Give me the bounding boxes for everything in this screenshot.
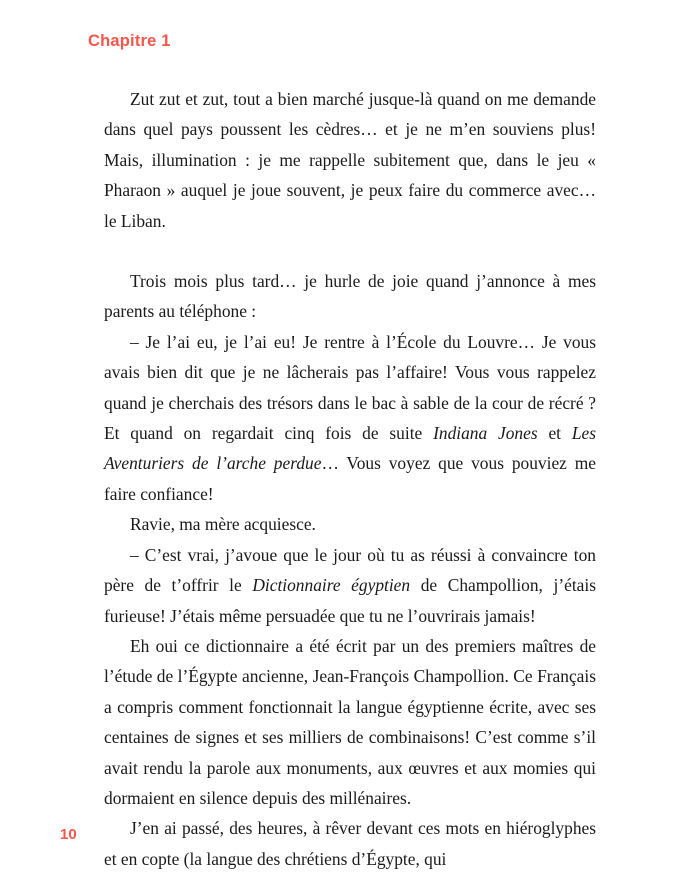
paragraph-2: Trois mois plus tard… je hurle de joie quand j’annonce à mes parents au téléphone : <box>104 271 596 322</box>
paragraph-3 <box>104 327 596 509</box>
paragraph-5-part-1: – C’est vrai, j’avoue que le jour où tu as réussi à convaincre ton père de t’offrir le <box>104 544 596 596</box>
paragraph-3-part-1: – Je l’ai eu, je l’ai eu! Je rentre à l’École du Louvre… Je vous avais bien dit que je ne lâcherais pas l’affaire! Vous vous rappelez quand je cherchais des trésors dans le bac à sable de la cour de récré ? Et quand on regardait cinq fois de suite <box>104 331 596 444</box>
paragraph-4: Ravie, ma mère acquiesce. <box>130 514 316 535</box>
page-body-text <box>104 84 596 874</box>
paragraph-7: J’en ai passé, des heures, à rêver devant ces mots en hiéroglyphes et en copte (la langue des chrétiens d’Égypte, qui <box>104 818 596 869</box>
paragraph-5-italic-1: Dictionnaire égyptien <box>252 575 411 596</box>
paragraph-3-part-2: et <box>537 423 572 444</box>
paragraph-5-part-2: de Champollion, j’étais furieuse! J’étais même persuadée que tu ne l’ouvrirais jamais! <box>104 575 596 626</box>
paragraph-5 <box>104 540 596 631</box>
paragraph-1: Zut zut et zut, tout a bien marché jusque-là quand on me demande dans quel pays poussent les cèdres… et je ne m’en souviens plus! Mais, illumination : je me rappelle subitement que, dans le jeu « Pharaon » auquel je joue souvent, je peux faire du commerce avec… le Liban. <box>104 89 596 231</box>
paragraph-6: Eh oui ce dictionnaire a été écrit par un des premiers maîtres de l’étude de l’Égypte ancienne, Jean-François Champollion. Ce Français a compris comment fonctionnait la langue égyptienne écrite, avec ses centaines de signes et ses milliers de combinaisons! C’est comme s’il avait rendu la parole aux monuments, aux œuvres et aux momies qui dormaient en silence depuis des millénaires. <box>104 635 596 808</box>
page-number: 10 <box>60 826 77 843</box>
paragraph-3-part-3: … Vous voyez que vous pouviez me faire confiance! <box>104 453 597 504</box>
paragraph-3-italic-1: Indiana Jones <box>433 423 538 444</box>
paragraph-3-italic-2: Les Aventuriers de l’arche perdue <box>104 423 596 474</box>
chapter-title: Chapitre 1 <box>88 32 171 50</box>
